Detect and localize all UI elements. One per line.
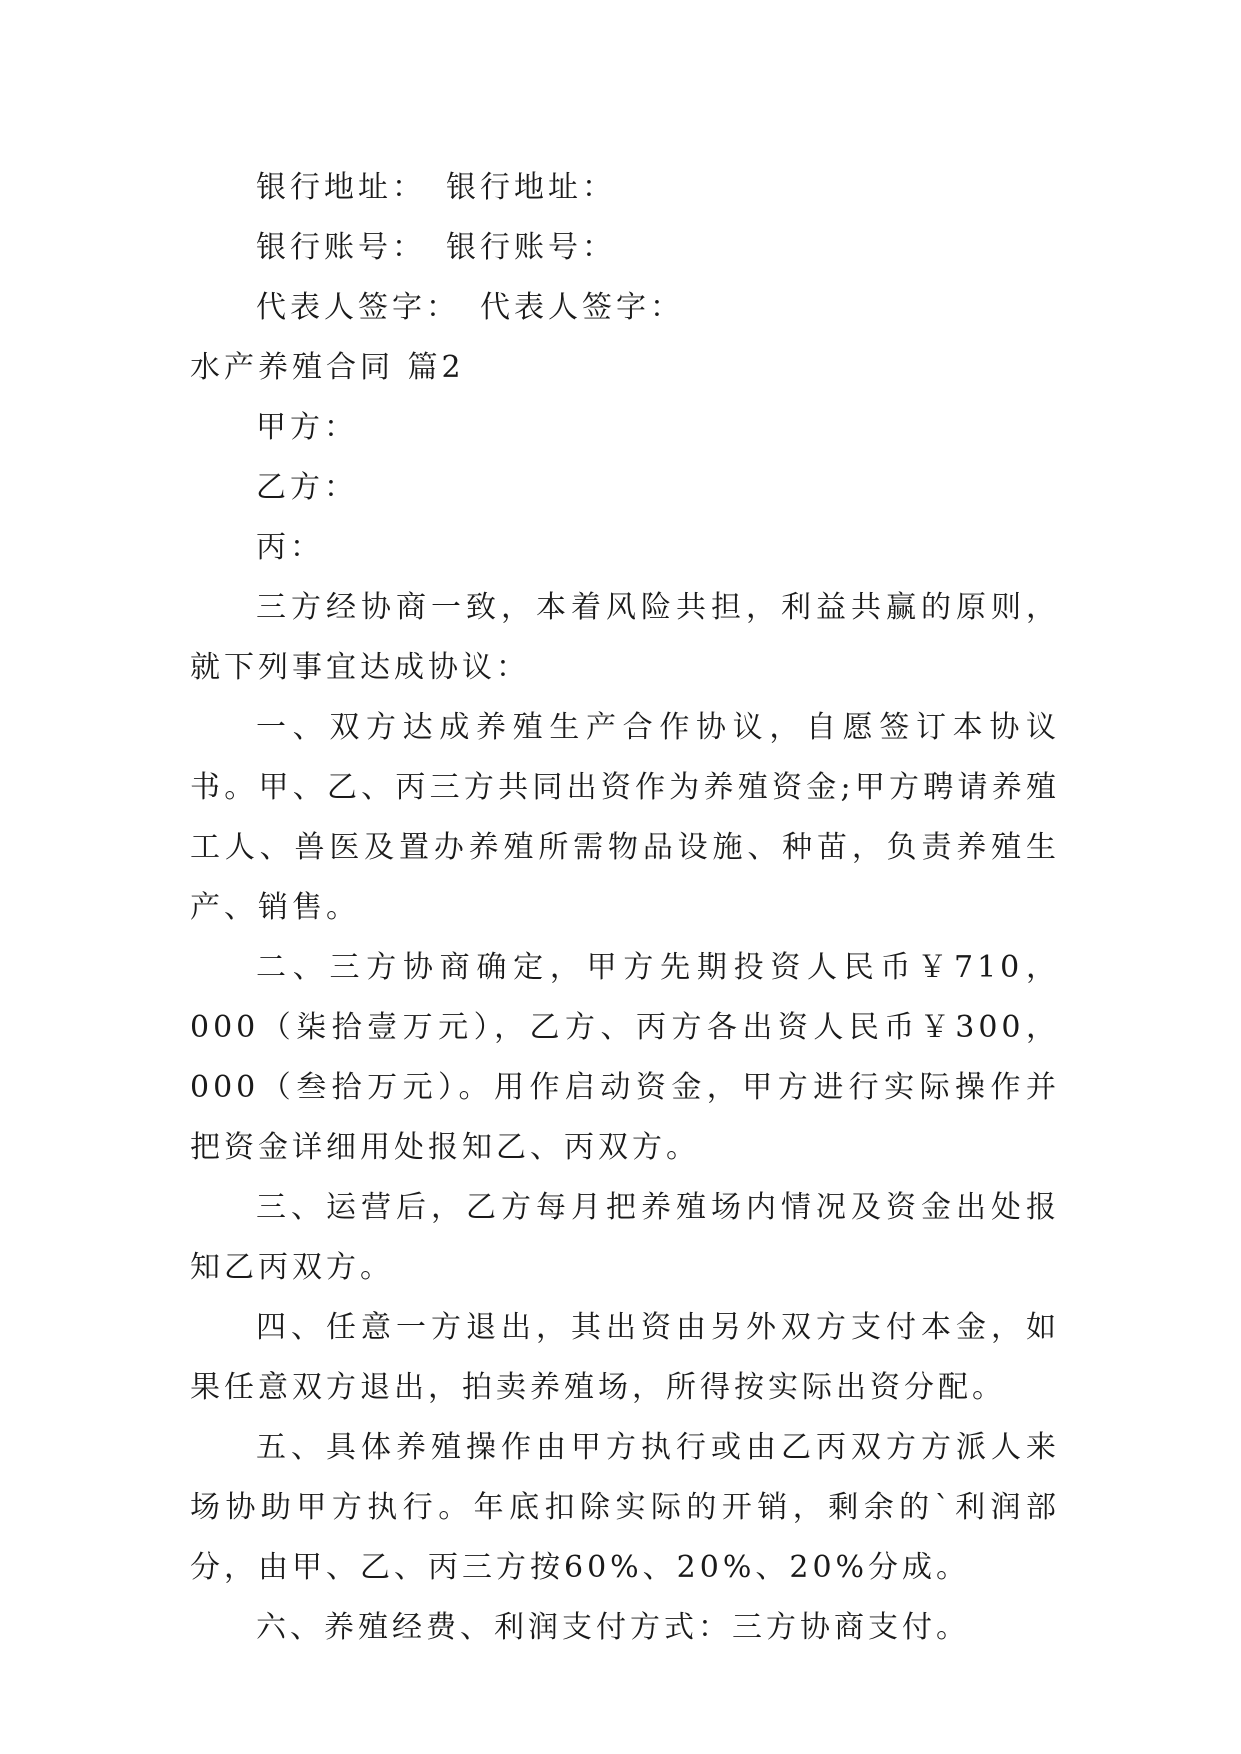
paragraph-clause-3: 三、运营后，乙方每月把养殖场内情况及资金出处报知乙丙双方。 [190, 1190, 1060, 1285]
bank-account-label-b: 银行账号： [446, 230, 616, 265]
bank-account-label-a: 银行账号： [256, 230, 426, 265]
bank-address-label-a: 银行地址： [256, 170, 426, 205]
signature-label-a: 代表人签字： [256, 290, 460, 325]
paragraph-clause-2: 二、三方协商确定，甲方先期投资人民币￥710，000（柒拾壹万元），乙方、丙方各出资人民币￥300，000（叁拾万元）。用作启动资金，甲方进行实际操作并把资金详细用处报知乙、丙双方。 [190, 950, 1060, 1165]
paragraph-intro: 三方经协商一致，本着风险共担，利益共赢的原则，就下列事宜达成协议： [190, 590, 1060, 685]
signature-line [190, 278, 1060, 338]
bank-address-label-b: 银行地址： [446, 170, 616, 205]
signature-label-b: 代表人签字： [480, 290, 684, 325]
paragraph-clause-5: 五、具体养殖操作由甲方执行或由乙丙双方方派人来场协助甲方执行。年底扣除实际的开销，剩余的`利润部分，由甲、乙、丙三方按60%、20%、20%分成。 [190, 1430, 1060, 1585]
paragraph-clause-4: 四、任意一方退出，其出资由另外双方支付本金，如果任意双方退出，拍卖养殖场，所得按实际出资分配。 [190, 1310, 1060, 1405]
party-a-line: 甲方： [256, 410, 358, 445]
document-page [190, 158, 1060, 1658]
paragraph-clause-6: 六、养殖经费、利润支付方式：三方协商支付。 [256, 1610, 970, 1645]
party-c-line: 丙： [256, 530, 324, 565]
bank-account-line [190, 218, 1060, 278]
bank-address-line [190, 158, 1060, 218]
section-title: 水产养殖合同 篇2 [190, 350, 465, 385]
paragraph-clause-1: 一、双方达成养殖生产合作协议，自愿签订本协议书。甲、乙、丙三方共同出资作为养殖资金;甲方聘请养殖工人、兽医及置办养殖所需物品设施、种苗，负责养殖生产、销售。 [190, 710, 1060, 925]
party-b-line: 乙方： [256, 470, 358, 505]
